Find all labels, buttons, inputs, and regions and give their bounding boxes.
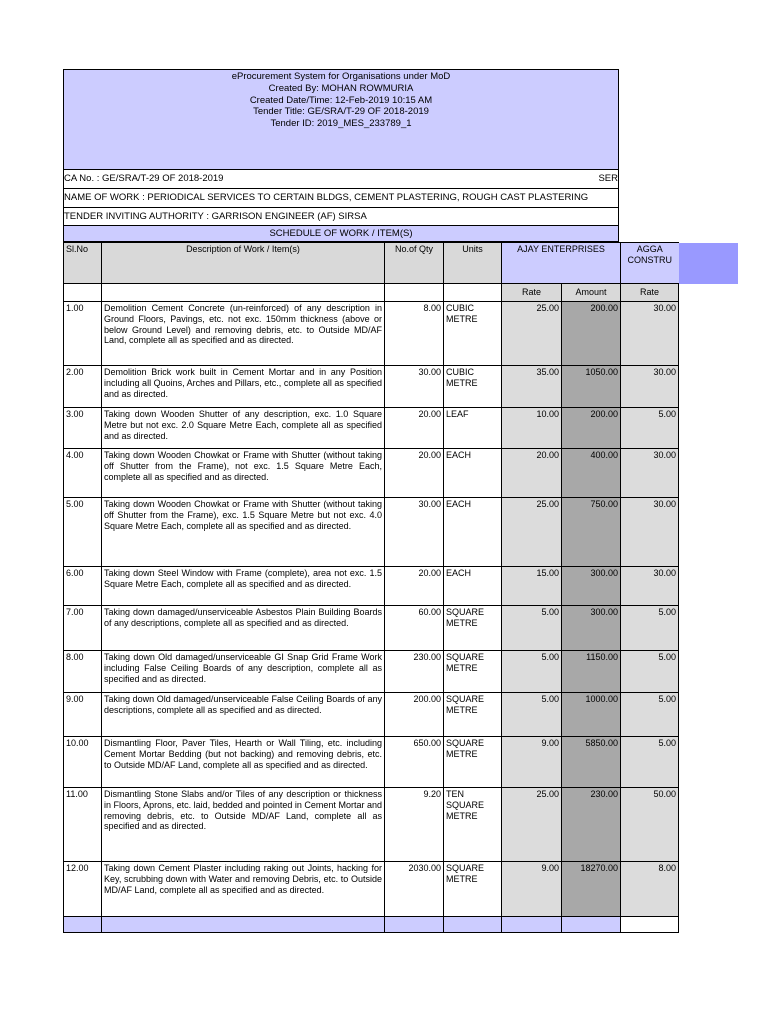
- item-description: Demolition Cement Concrete (un-reinforced) of any description in Ground Floors, Pavings, etc. not exc. 150mm thickness (above or below Ground Level) and removing debris, etc. to Outside MD/AF Land, complete all as specified and as directed.: [102, 302, 385, 366]
- item-unit: EACH: [444, 567, 502, 606]
- col-rate-agga: Rate: [621, 284, 679, 302]
- item-rate: 10.00: [502, 408, 562, 449]
- item-rate-agga: 5.00: [621, 737, 679, 788]
- item-rate: 9.00: [502, 737, 562, 788]
- item-rate: 25.00: [502, 498, 562, 567]
- item-rate: 35.00: [502, 366, 562, 408]
- ca-number-row: [63, 170, 619, 189]
- name-of-work: NAME OF WORK : PERIODICAL SERVICES TO CERTAIN BLDGS, CEMENT PLASTERING, ROUGH CAST PLASTERING: [63, 189, 619, 208]
- item-amount: 750.00: [562, 498, 621, 567]
- item-slno: 6.00: [64, 567, 102, 606]
- subheader-row: [64, 284, 679, 302]
- col-rate: Rate: [502, 284, 562, 302]
- item-qty: 20.00: [385, 408, 444, 449]
- item-unit: SQUARE METRE: [444, 737, 502, 788]
- item-unit: TEN SQUARE METRE: [444, 788, 502, 862]
- item-rate-agga: 30.00: [621, 567, 679, 606]
- table-row: [64, 366, 679, 408]
- item-amount: 1000.00: [562, 693, 621, 737]
- item-qty: 30.00: [385, 498, 444, 567]
- item-description: Taking down Cement Plaster including raking out Joints, hacking for Key, scrubbing down with Water and removing Debris, etc. to Outside MD/AF Land, complete all as specified and as directed.: [102, 862, 385, 917]
- item-rate: 25.00: [502, 788, 562, 862]
- item-rate-agga: 30.00: [621, 449, 679, 498]
- bidder-header-extension: [677, 243, 738, 284]
- col-description: Description of Work / Item(s): [102, 243, 385, 284]
- col-qty: No.of Qty: [385, 243, 444, 284]
- item-qty: 30.00: [385, 366, 444, 408]
- item-unit: SQUARE METRE: [444, 693, 502, 737]
- col-amount: Amount: [562, 284, 621, 302]
- system-header: [63, 69, 619, 170]
- item-amount: 300.00: [562, 606, 621, 651]
- column-header-row: [64, 243, 679, 284]
- item-slno: 12.00: [64, 862, 102, 917]
- item-rate-agga: 5.00: [621, 606, 679, 651]
- table-end-row: [64, 917, 679, 933]
- item-unit: LEAF: [444, 408, 502, 449]
- item-amount: 300.00: [562, 567, 621, 606]
- col-slno: Sl.No: [64, 243, 102, 284]
- item-qty: 230.00: [385, 651, 444, 693]
- table-row: [64, 302, 679, 366]
- header-line-tender-title: Tender Title: GE/SRA/T-29 OF 2018-2019: [253, 106, 429, 118]
- item-description: Taking down Old damaged/unserviceable GI Snap Grid Frame Work including False Ceiling Boards of any description, complete all as specified and as directed.: [102, 651, 385, 693]
- item-description: Dismantling Stone Slabs and/or Tiles of any description or thickness in Floors, Aprons, etc. laid, bedded and pointed in Cement Mortar and removing debris, etc. to Outside MD/AF Land, complete all as specified and as directed.: [102, 788, 385, 862]
- table-row: [64, 567, 679, 606]
- item-description: Taking down Steel Window with Frame (complete), area not exc. 1.5 Square Metre Each, complete all as specified and as directed.: [102, 567, 385, 606]
- item-slno: 8.00: [64, 651, 102, 693]
- item-rate-agga: 30.00: [621, 302, 679, 366]
- item-rate: 5.00: [502, 606, 562, 651]
- header-line-tender-id: Tender ID: 2019_MES_233789_1: [270, 118, 412, 130]
- item-unit: EACH: [444, 449, 502, 498]
- item-description: Taking down Wooden Shutter of any description, exc. 1.0 Square Metre but not exc. 2.0 Square Metre Each, complete all as specified and as directed.: [102, 408, 385, 449]
- item-qty: 20.00: [385, 567, 444, 606]
- item-qty: 8.00: [385, 302, 444, 366]
- item-qty: 650.00: [385, 737, 444, 788]
- table-row: [64, 408, 679, 449]
- item-rate: 9.00: [502, 862, 562, 917]
- item-description: Taking down damaged/unserviceable Asbestos Plain Building Boards of any descriptions, complete all as specified and as directed.: [102, 606, 385, 651]
- table-row: [64, 498, 679, 567]
- item-amount: 200.00: [562, 302, 621, 366]
- item-rate: 5.00: [502, 651, 562, 693]
- item-description: Taking down Old damaged/unserviceable False Ceiling Boards of any descriptions, complete all as specified and as directed.: [102, 693, 385, 737]
- item-slno: 7.00: [64, 606, 102, 651]
- schedule-title: SCHEDULE OF WORK / ITEM(S): [63, 225, 619, 242]
- item-unit: CUBIC METRE: [444, 366, 502, 408]
- item-description: Taking down Wooden Chowkat or Frame with Shutter (without taking off Shutter from the Frame), not exc. 1.5 Square Metre Each, complete all as specified and as directed.: [102, 449, 385, 498]
- item-rate-agga: 5.00: [621, 408, 679, 449]
- item-description: Taking down Wooden Chowkat or Frame with Shutter (without taking off Shutter from the Frame), exc. 1.5 Square Metre but not exc. 4.0 Square Metre Each, complete all as specified and as directed.: [102, 498, 385, 567]
- item-rate-agga: 5.00: [621, 693, 679, 737]
- col-bidder-agga: AGGA CONSTRU: [621, 243, 679, 284]
- item-unit: SQUARE METRE: [444, 651, 502, 693]
- item-rate: 25.00: [502, 302, 562, 366]
- item-rate: 20.00: [502, 449, 562, 498]
- item-rate: 15.00: [502, 567, 562, 606]
- header-line-created-date: Created Date/Time: 12-Feb-2019 10:15 AM: [249, 94, 433, 106]
- header-line-created-by: Created By: MOHAN ROWMURIA: [268, 82, 414, 94]
- item-qty: 2030.00: [385, 862, 444, 917]
- item-unit: CUBIC METRE: [444, 302, 502, 366]
- item-slno: 1.00: [64, 302, 102, 366]
- item-slno: 11.00: [64, 788, 102, 862]
- table-row: [64, 737, 679, 788]
- item-unit: EACH: [444, 498, 502, 567]
- table-row: [64, 693, 679, 737]
- item-slno: 2.00: [64, 366, 102, 408]
- item-amount: 18270.00: [562, 862, 621, 917]
- item-unit: SQUARE METRE: [444, 862, 502, 917]
- ser-label: SER: [598, 173, 618, 184]
- item-slno: 10.00: [64, 737, 102, 788]
- item-amount: 230.00: [562, 788, 621, 862]
- header-line-system: eProcurement System for Organisations under MoD: [231, 71, 451, 82]
- item-rate-agga: 30.00: [621, 366, 679, 408]
- item-unit: SQUARE METRE: [444, 606, 502, 651]
- item-amount: 200.00: [562, 408, 621, 449]
- table-row: [64, 449, 679, 498]
- item-slno: 9.00: [64, 693, 102, 737]
- item-amount: 1150.00: [562, 651, 621, 693]
- table-row: [64, 862, 679, 917]
- item-qty: 200.00: [385, 693, 444, 737]
- item-rate-agga: 8.00: [621, 862, 679, 917]
- item-rate-agga: 50.00: [621, 788, 679, 862]
- item-qty: 60.00: [385, 606, 444, 651]
- item-slno: 4.00: [64, 449, 102, 498]
- item-qty: 20.00: [385, 449, 444, 498]
- schedule-table: [63, 242, 679, 933]
- item-qty: 9.20: [385, 788, 444, 862]
- item-rate-agga: 5.00: [621, 651, 679, 693]
- tender-authority: TENDER INVITING AUTHORITY : GARRISON ENGINEER (AF) SIRSA: [63, 208, 619, 225]
- table-row: [64, 606, 679, 651]
- col-bidder-ajay: AJAY ENTERPRISES: [502, 243, 621, 284]
- table-row: [64, 651, 679, 693]
- item-rate-agga: 30.00: [621, 498, 679, 567]
- item-amount: 5850.00: [562, 737, 621, 788]
- item-rate: 5.00: [502, 693, 562, 737]
- item-slno: 5.00: [64, 498, 102, 567]
- item-amount: 400.00: [562, 449, 621, 498]
- item-description: Demolition Brick work built in Cement Mortar and in any Position including all Quoins, Arches and Pillars, etc., complete all as specified and as directed.: [102, 366, 385, 408]
- ca-number: CA No. : GE/SRA/T-29 OF 2018-2019: [64, 173, 224, 184]
- item-amount: 1050.00: [562, 366, 621, 408]
- col-units: Units: [444, 243, 502, 284]
- table-row: [64, 788, 679, 862]
- item-slno: 3.00: [64, 408, 102, 449]
- item-description: Dismantling Floor, Paver Tiles, Hearth or Wall Tiling, etc. including Cement Mortar Bedding (but not backing) and removing debris, etc. to Outside MD/AF Land, complete all as specified and as directed.: [102, 737, 385, 788]
